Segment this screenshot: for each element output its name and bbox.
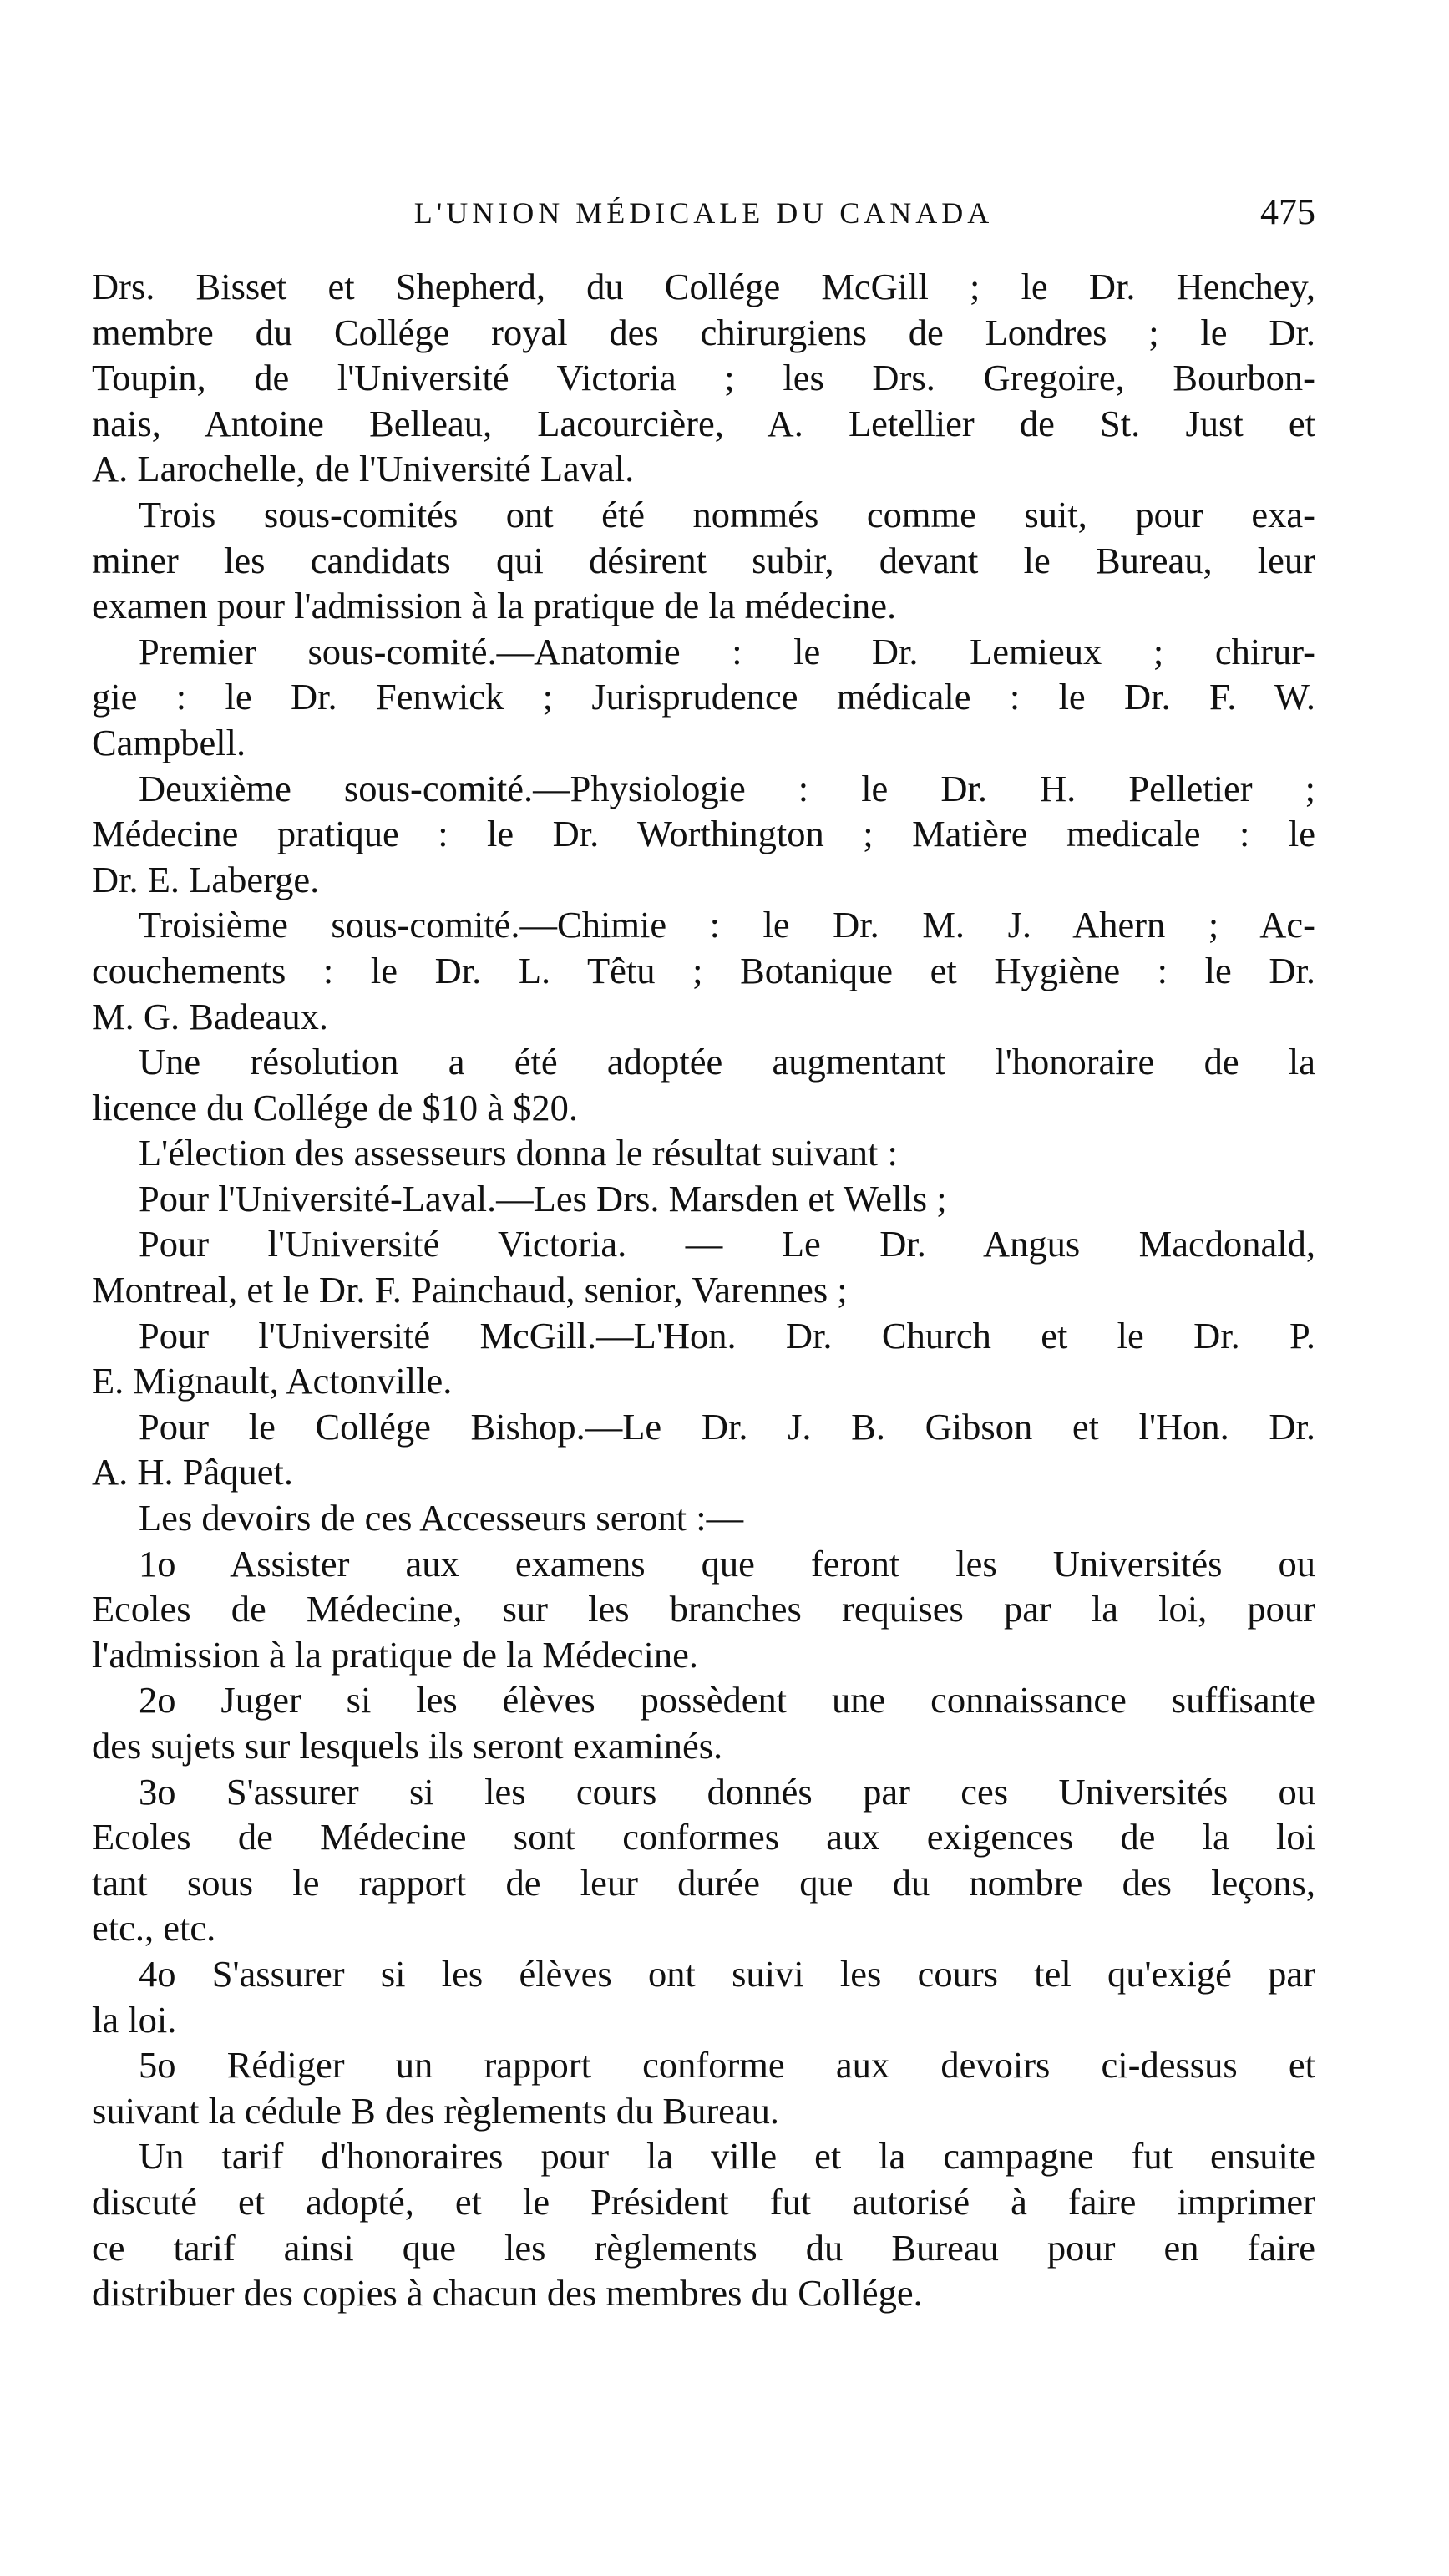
text-line: Ecoles de Médecine, sur les branches requises par la loi, pour bbox=[92, 1588, 1315, 1630]
text-line: etc., etc. bbox=[92, 1907, 216, 1950]
page-header bbox=[92, 185, 1315, 236]
text-line: gie : le Dr. Fenwick ; Jurisprudence médicale : le Dr. F. W. bbox=[92, 676, 1315, 718]
text-line: suivant la cédule B des règlements du Bureau. bbox=[92, 2089, 780, 2132]
text-line: 1o Assister aux examens que feront les Universités ou bbox=[139, 1542, 1315, 1585]
running-title: L'UNION MÉDICALE DU CANADA bbox=[413, 196, 994, 230]
text-line: Troisième sous-comité.—Chimie : le Dr. M. J. Ahern ; Ac- bbox=[139, 904, 1315, 946]
text-line: Pour l'Université Victoria. — Le Dr. Angus Macdonald, bbox=[139, 1223, 1315, 1265]
text-line: Deuxième sous-comité.—Physiologie : le Dr. H. Pelletier ; bbox=[139, 767, 1315, 809]
text-line: nais, Antoine Belleau, Lacourcière, A. Letellier de St. Just et bbox=[92, 402, 1315, 444]
text-line: Pour le Collége Bishop.—Le Dr. J. B. Gibson et l'Hon. Dr. bbox=[139, 1405, 1315, 1448]
text-line: L'élection des assesseurs donna le résultat suivant : bbox=[139, 1132, 898, 1174]
text-line: 4o S'assurer si les élèves ont suivi les cours tel qu'exigé par bbox=[139, 1952, 1315, 1995]
text-line: couchements : le Dr. L. Têtu ; Botanique et Hygiène : le Dr. bbox=[92, 949, 1315, 991]
text-line: ce tarif ainsi que les règlements du Bureau pour en faire bbox=[92, 2226, 1315, 2269]
text-line: la loi. bbox=[92, 1998, 177, 2041]
text-line: Premier sous-comité.—Anatomie : le Dr. Lemieux ; chirur- bbox=[139, 630, 1315, 672]
text-line: Montreal, et le Dr. F. Painchaud, senior, Varennes ; bbox=[92, 1269, 848, 1311]
text-line: Une résolution a été adoptée augmentant l'honoraire de la bbox=[139, 1041, 1315, 1083]
text-line: Pour l'Université-Laval.—Les Drs. Marsden et Wells ; bbox=[139, 1177, 947, 1220]
text-line: Un tarif d'honoraires pour la ville et la campagne fut ensuite bbox=[139, 2135, 1315, 2178]
text-line: Toupin, de l'Université Victoria ; les Drs. Gregoire, Bourbon- bbox=[92, 357, 1315, 399]
text-line: E. Mignault, Actonville. bbox=[92, 1360, 453, 1402]
text-line: Drs. Bisset et Shepherd, du Collége McGill ; le Dr. Henchey, bbox=[92, 266, 1315, 307]
text-line: Campbell. bbox=[92, 721, 246, 763]
text-line: tant sous le rapport de leur durée que du nombre des leçons, bbox=[92, 1861, 1315, 1904]
text-line: Médecine pratique : le Dr. Worthington ; Matière medicale : le bbox=[92, 813, 1315, 855]
text-line: discuté et adopté, et le Président fut autorisé à faire imprimer bbox=[92, 2180, 1315, 2223]
text-line: miner les candidats qui désirent subir, devant le Bureau, leur bbox=[92, 539, 1315, 581]
text-line: 3o S'assurer si les cours donnés par ces Universités ou bbox=[139, 1770, 1315, 1813]
text-line: Dr. E. Laberge. bbox=[92, 858, 320, 900]
text-line: Ecoles de Médecine sont conformes aux exigences de la loi bbox=[92, 1816, 1315, 1858]
text-line: Les devoirs de ces Accesseurs seront :— bbox=[139, 1497, 744, 1539]
text-line: A. H. Pâquet. bbox=[92, 1451, 294, 1493]
text-line: A. Larochelle, de l'Université Laval. bbox=[92, 448, 635, 490]
text-line: 5o Rédiger un rapport conforme aux devoirs ci-dessus et bbox=[139, 2044, 1315, 2087]
text-line: M. G. Badeaux. bbox=[92, 995, 329, 1037]
text-line: examen pour l'admission à la pratique de la médecine. bbox=[92, 585, 897, 627]
text-line: Trois sous-comités ont été nommés comme suit, pour exa- bbox=[139, 493, 1315, 535]
text-line: membre du Collége royal des chirurgiens de Londres ; le Dr. bbox=[92, 311, 1315, 353]
text-line: distribuer des copies à chacun des membres du Collége. bbox=[92, 2272, 923, 2315]
text-line: 2o Juger si les élèves possèdent une connaissance suffisante bbox=[139, 1679, 1315, 1722]
body-text bbox=[92, 264, 1315, 2316]
text-line: des sujets sur lesquels ils seront examinés. bbox=[92, 1725, 723, 1767]
text-line: l'admission à la pratique de la Médecine. bbox=[92, 1633, 698, 1676]
page-number: 475 bbox=[1260, 191, 1315, 232]
text-line: licence du Collége de $10 à $20. bbox=[92, 1086, 579, 1128]
text-line: Pour l'Université McGill.—L'Hon. Dr. Church et le Dr. P. bbox=[139, 1314, 1315, 1356]
